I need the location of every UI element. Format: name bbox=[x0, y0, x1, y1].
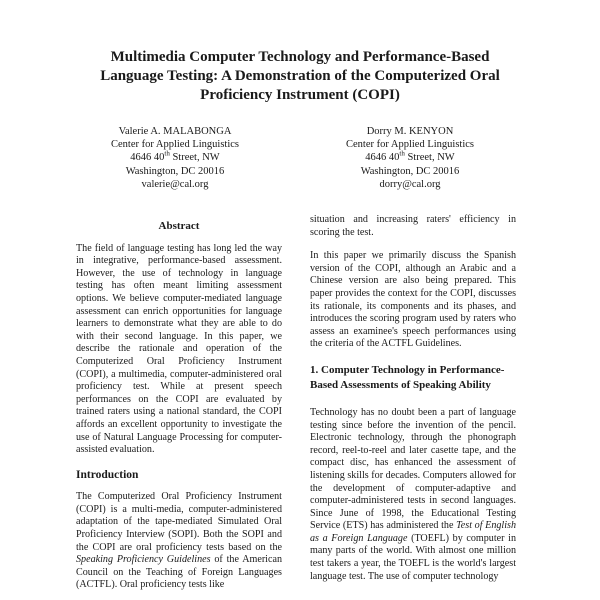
street-name: Street, NW bbox=[404, 152, 455, 164]
paper-title bbox=[60, 48, 540, 105]
author-city: Washington, DC 20016 bbox=[360, 165, 460, 177]
author-street bbox=[65, 151, 285, 164]
author-email: valerie@cal.org bbox=[141, 178, 209, 190]
intro-text-part: of the American Council on the Teaching of Foreign Languages (ACTFL). Oral proficiency tests like bbox=[76, 554, 282, 591]
overview-paragraph: In this paper we primarily discuss the Spanish version of the COPI, although an Arabic and a Chinese version are also being prepared. This paper provides the context for the COPI, discusses its rationale, its components and its phases, and introduces the scoring program used by raters who assess an examinee's speech performances using the criteria of the ACTFL Guidelines. bbox=[310, 250, 516, 350]
street-number: 4646 40 bbox=[365, 152, 400, 164]
left-column bbox=[76, 220, 282, 592]
section-text-part: (TOEFL) by computer in many parts of the world. With almost one million test takers a year, the TOEFL is the world's largest language test. The use of computer technology bbox=[310, 532, 516, 582]
title-line: Language Testing: A Demonstration of the Computerized Oral bbox=[100, 68, 500, 84]
author-street bbox=[300, 151, 520, 164]
author-block-1 bbox=[65, 125, 285, 191]
street-ordinal: th bbox=[164, 149, 170, 158]
street-name: Street, NW bbox=[169, 152, 220, 164]
introduction-heading: Introduction bbox=[76, 468, 139, 481]
right-column bbox=[310, 214, 516, 583]
author-affiliation: Center for Applied Linguistics bbox=[110, 139, 240, 151]
continuation-text: situation and increasing raters' efficiency in scoring the test. bbox=[310, 214, 516, 238]
street-ordinal: th bbox=[399, 149, 405, 158]
author-name: Dorry M. KENYON bbox=[366, 126, 454, 137]
section-1-heading: 1. Computer Technology in Performance-Based Assessments of Speaking Ability bbox=[310, 363, 505, 391]
intro-text-part: The Computerized Oral Proficiency Instrument (COPI) is a multi-media, computer-administered adaptation of the tape-mediated Simulated Oral Proficiency Interview (SOPI). Both the SOPI and the COPI are oral proficiency tests based on the bbox=[76, 491, 282, 553]
section-1-text bbox=[310, 407, 516, 583]
guidelines-title: Speaking Proficiency Guidelines bbox=[76, 554, 211, 566]
author-block-2 bbox=[300, 125, 520, 191]
author-affiliation: Center for Applied Linguistics bbox=[345, 139, 475, 151]
abstract-heading: Abstract bbox=[158, 220, 200, 232]
toefl-title: Test of English as a Foreign Language bbox=[310, 520, 516, 544]
author-city: Washington, DC 20016 bbox=[125, 165, 225, 177]
street-number: 4646 40 bbox=[130, 152, 165, 164]
introduction-text bbox=[76, 491, 282, 592]
abstract-text: The field of language testing has long led the way in integrative, performance-based assessment. However, the use of technology in language testing has often meant limiting assessment options. We believe computer-mediated language assessment can enrich opportunities for language learners to demonstrate what they are able to do with their second language. In this paper, we describe the rationale and operation of the Computerized Oral Proficiency Instrument (COPI), a multimedia, computer-administered oral proficiency test. While at present speech performances on the COPI are evaluated by trained raters using a national standard, the COPI affords an excellent opportunity to investigate the use of Natural Language Processing for computer-assisted evaluation. bbox=[76, 242, 282, 456]
title-line: Proficiency Instrument (COPI) bbox=[200, 87, 400, 103]
author-name: Valerie A. MALABONGA bbox=[118, 126, 232, 137]
title-line: Multimedia Computer Technology and Performance-Based bbox=[110, 49, 490, 65]
section-text-part: Technology has no doubt been a part of language testing since before the invention of the pencil. Electronic technology, through the phonograph record, reel-to-reel and later casette tape, and the compact disc, has enhanced the assessment of listening skills for decades. Computers allowed for the development of computer-adaptive and computer-administered tests in second languages. Since June of 1998, the Educational Testing Service (ETS) has administered the bbox=[310, 406, 516, 532]
author-email: dorry@cal.org bbox=[379, 178, 441, 190]
